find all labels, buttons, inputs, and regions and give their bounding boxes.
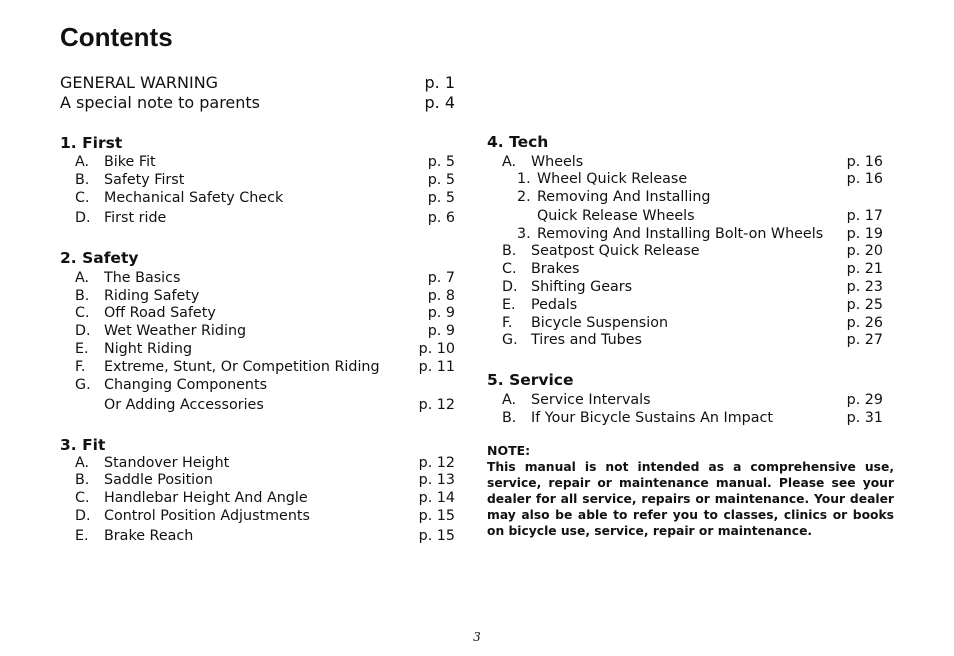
toc-entry-letter: D. <box>75 323 91 339</box>
toc-entry-page: p. 15 <box>418 508 455 524</box>
toc-entry-page: p. 25 <box>846 297 883 313</box>
toc-entry-letter: G. <box>502 332 518 348</box>
toc-entry-letter: E. <box>75 341 89 357</box>
toc-entry-page: p. 1 <box>424 73 455 92</box>
toc-entry-page: p. 12 <box>418 397 455 413</box>
toc-entry-letter: C. <box>75 305 90 321</box>
toc-entry-label: First ride <box>104 210 167 226</box>
note-text: This manual is not intended as a comprehensive use, service, repair or maintenance manual. Please see your dealer for all service, repairs or maintenance. Your dealer may also be able to refer you to classes, clinics or books on bicycle use, service, repair or maintenance. <box>487 460 894 538</box>
section-heading-service: 5. Service <box>487 371 574 389</box>
toc-entry-page: p. 11 <box>418 359 455 375</box>
toc-entry-letter: B. <box>502 243 517 259</box>
toc-entry-label: Handlebar Height And Angle <box>104 490 308 506</box>
toc-entry-label: Wet Weather Riding <box>104 323 247 339</box>
toc-entry-label: Control Position Adjustments <box>104 508 310 524</box>
toc-entry-page: p. 17 <box>846 208 883 224</box>
toc-entry-label: A special note to parents <box>60 93 261 112</box>
toc-entry-label: Mechanical Safety Check <box>104 190 284 206</box>
note-heading: NOTE: <box>487 443 531 458</box>
toc-entry-page: p. 5 <box>427 190 455 206</box>
section-heading-tech: 4. Tech <box>487 133 549 151</box>
toc-entry-page: p. 9 <box>427 305 455 321</box>
toc-entry-label-continued: Or Adding Accessories <box>104 397 264 413</box>
toc-entry-page: p. 21 <box>846 261 883 277</box>
toc-entry-letter: D. <box>75 210 91 226</box>
toc-entry-page: p. 5 <box>427 172 455 188</box>
toc-entry-letter: F. <box>75 359 86 375</box>
toc-entry-letter: D. <box>502 279 518 295</box>
toc-entry-page: p. 16 <box>846 154 883 170</box>
toc-entry-letter: E. <box>75 528 89 544</box>
toc-entry-label-continued: Quick Release Wheels <box>537 208 695 224</box>
toc-entry-letter: C. <box>502 261 517 277</box>
toc-entry-page: p. 13 <box>418 472 455 488</box>
toc-entry-label: Saddle Position <box>104 472 213 488</box>
toc-entry-letter: D. <box>75 508 91 524</box>
toc-entry-number: 1. <box>517 171 531 187</box>
toc-entry-label: Extreme, Stunt, Or Competition Riding <box>104 359 380 375</box>
toc-entry-letter: B. <box>75 288 90 304</box>
toc-entry-letter: A. <box>75 270 90 286</box>
toc-entry-label: The Basics <box>104 270 181 286</box>
toc-entry-label: Standover Height <box>104 455 230 471</box>
toc-entry-label: Bicycle Suspension <box>531 315 669 331</box>
toc-entry-page: p. 29 <box>846 392 883 408</box>
toc-entry-label: Brake Reach <box>104 528 194 544</box>
toc-entry-page: p. 9 <box>427 323 455 339</box>
toc-entry-label: Night Riding <box>104 341 193 357</box>
toc-entry-label: Off Road Safety <box>104 305 216 321</box>
page-title: Contents <box>60 22 173 52</box>
toc-entry-page: p. 4 <box>424 93 455 112</box>
toc-entry-page: p. 6 <box>427 210 455 226</box>
toc-entry-page: p. 12 <box>418 455 455 471</box>
toc-entry-page: p. 27 <box>846 332 883 348</box>
toc-entry-page: p. 26 <box>846 315 883 331</box>
toc-entry-label: Changing Components <box>104 377 268 393</box>
toc-entry-label: If Your Bicycle Sustains An Impact <box>531 410 773 426</box>
toc-entry-number: 3. <box>517 226 531 242</box>
toc-entry-label: Pedals <box>531 297 578 313</box>
toc-entry-label: Tires and Tubes <box>531 332 643 348</box>
toc-entry-label: Bike Fit <box>104 154 156 170</box>
toc-entry-label: Service Intervals <box>531 392 651 408</box>
toc-entry-number: 2. <box>517 189 531 205</box>
toc-entry-letter: A. <box>75 455 90 471</box>
toc-entry-label: Removing And Installing <box>537 189 711 205</box>
toc-entry-page: p. 19 <box>846 226 883 242</box>
toc-entry-letter: C. <box>75 490 90 506</box>
toc-entry-page: p. 5 <box>427 154 455 170</box>
toc-entry-letter: A. <box>75 154 90 170</box>
toc-entry-page: p. 10 <box>418 341 455 357</box>
toc-entry-letter: A. <box>502 154 517 170</box>
toc-entry-label: Removing And Installing Bolt-on Wheels <box>537 226 824 242</box>
toc-entry-page: p. 15 <box>418 528 455 544</box>
toc-subentry[interactable] <box>517 188 883 226</box>
toc-entry-label: GENERAL WARNING <box>60 73 219 92</box>
toc-entry-letter: A. <box>502 392 517 408</box>
toc-entry-label: Safety First <box>104 172 185 188</box>
toc-entry-label: Wheel Quick Release <box>537 171 688 187</box>
toc-entry-label: Wheels <box>531 154 584 170</box>
toc-entry-letter: B. <box>502 410 517 426</box>
toc-entry-page: p. 7 <box>427 270 455 286</box>
section-heading-safety: 2. Safety <box>60 249 139 267</box>
toc-entry-page: p. 20 <box>846 243 883 259</box>
toc-entry[interactable] <box>75 376 455 416</box>
toc-entry-label: Riding Safety <box>104 288 200 304</box>
toc-entry-label: Brakes <box>531 261 580 277</box>
toc-entry-page: p. 8 <box>427 288 455 304</box>
toc-entry-page: p. 23 <box>846 279 883 295</box>
toc-entry-letter: B. <box>75 472 90 488</box>
toc-entry-page: p. 16 <box>846 171 883 187</box>
toc-entry-letter: F. <box>502 315 513 331</box>
section-heading-first: 1. First <box>60 134 123 152</box>
section-heading-fit: 3. Fit <box>60 436 106 454</box>
toc-entry-label: Seatpost Quick Release <box>531 243 700 259</box>
toc-entry-letter: C. <box>75 190 90 206</box>
toc-entry-page: p. 31 <box>846 410 883 426</box>
toc-entry-label: Shifting Gears <box>531 279 633 295</box>
toc-entry-letter: E. <box>502 297 516 313</box>
toc-entry-letter: B. <box>75 172 90 188</box>
toc-entry-page: p. 14 <box>418 490 455 506</box>
page-number: 3 <box>473 630 481 644</box>
toc-entry-letter: G. <box>75 377 91 393</box>
